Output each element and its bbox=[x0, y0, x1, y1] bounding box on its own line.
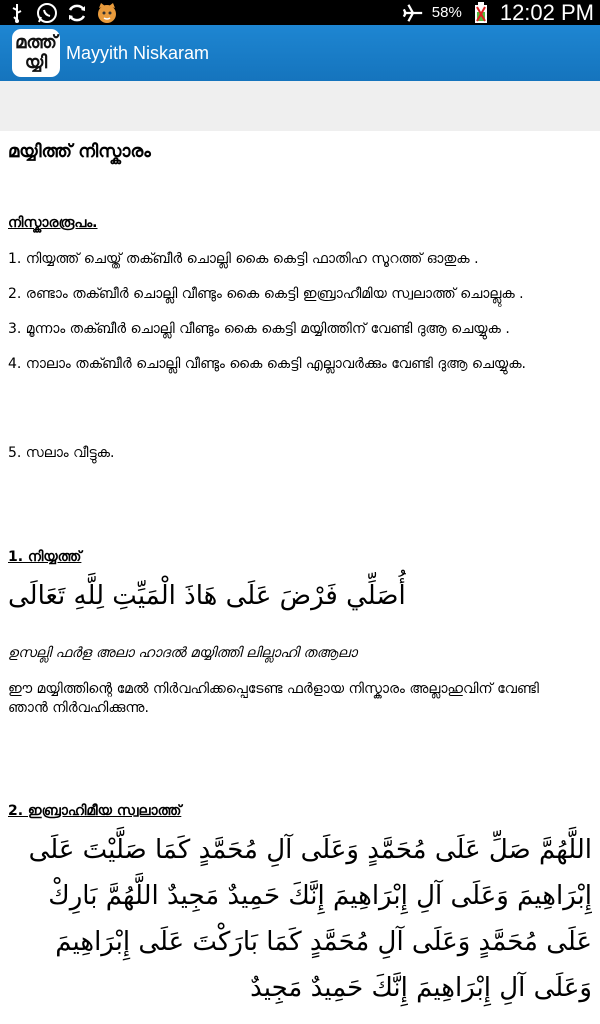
niyyath-meaning: ഈ മയ്യിത്തിന്റെ മേൽ നിർവഹിക്കപ്പെടേണ്ട ഫർളായ നിസ്കാരം അല്ലാഹുവിന് വേണ്ടി ഞാൻ നിർവഹിക്കുന്നു. bbox=[8, 681, 539, 716]
battery-percent: 58% bbox=[431, 4, 462, 21]
ad-banner-area bbox=[0, 81, 600, 131]
sync-icon bbox=[66, 2, 88, 24]
step-item: 1. നിയ്യത്ത് ചെയ്ത് തക്ബീർ ചൊല്ലി കൈ കെട്ടി ഫാതിഹ സൂറത്ത് ഓതുക . bbox=[8, 251, 479, 267]
app-logo[interactable] bbox=[12, 29, 60, 77]
swalath-arabic-line: إِبْرَاهِيمَ وَعَلَى آلِ إِبْرَاهِيمَ إِنَّكَ حَمِيدٌ مَجِيدٌ اللَّهُمَّ بَارِكْ bbox=[48, 881, 592, 911]
whatsapp-icon bbox=[36, 2, 58, 24]
battery-icon bbox=[470, 2, 492, 24]
app-title: Mayyith Niskaram bbox=[66, 42, 210, 63]
app-logo-line2: യ്യി bbox=[24, 52, 48, 73]
step-item: 2. രണ്ടാം തക്ബീർ ചൊല്ലി വീണ്ടും കൈ കെട്ടി ഇബ്രാഹീമിയ സ്വലാത്ത് ചൊല്ലുക . bbox=[8, 286, 524, 302]
page-title: മയ്യിത്ത് നിസ്കാരം bbox=[8, 141, 151, 162]
section-heading-niyyath: 1. നിയ്യത്ത് bbox=[8, 549, 82, 565]
action-bar bbox=[0, 25, 600, 81]
step-item: 5. സലാം വീട്ടുക. bbox=[8, 445, 115, 461]
cat-app-icon bbox=[96, 2, 118, 24]
status-bar bbox=[0, 0, 600, 25]
app-logo-line1: മത്ത് bbox=[15, 32, 57, 53]
swalath-arabic-line: وَعَلَى آلِ إِبْرَاهِيمَ إِنَّكَ حَمِيدٌ مَجِيدٌ bbox=[250, 973, 592, 1003]
airplane-icon bbox=[402, 2, 424, 24]
usb-icon bbox=[6, 2, 28, 24]
step-item: 4. നാലാം തക്ബീർ ചൊല്ലി വീണ്ടും കൈ കെട്ടി എല്ലാവർക്കും വേണ്ടി ദുആ ചെയ്യുക. bbox=[8, 356, 526, 372]
swalath-arabic-line: عَلَى مُحَمَّدٍ وَعَلَى آلِ مُحَمَّدٍ كَمَا بَارَكْتَ عَلَى إِبْرَاهِيمَ bbox=[55, 927, 592, 957]
clock: 12:02 PM bbox=[499, 0, 594, 25]
content-scroll-area[interactable] bbox=[8, 131, 592, 1024]
swalath-arabic-line: اللَّهُمَّ صَلِّ عَلَى مُحَمَّدٍ وَعَلَى آلِ مُحَمَّدٍ كَمَا صَلَّيْتَ عَلَى bbox=[28, 835, 592, 865]
section-heading-form: നിസ്കാരരൂപം. bbox=[8, 215, 98, 231]
niyyath-arabic: أُصَلِّي فَرْضَ عَلَى هَاذَ الْمَيِّتِ لِلَّهِ تَعَالَى bbox=[8, 581, 406, 611]
section-heading-swalath: 2. ഇബ്രാഹിമീയ സ്വലാത്ത് bbox=[8, 803, 182, 819]
niyyath-transliteration: ഉസല്ലി ഫർള അലാ ഹാദൽ മയ്യിത്തി ലില്ലാഹി തആലാ bbox=[8, 645, 357, 661]
step-item: 3. മൂന്നാം തക്ബീർ ചൊല്ലി വീണ്ടും കൈ കെട്ടി മയ്യിത്തിന് വേണ്ടി ദുആ ചെയ്യുക . bbox=[8, 321, 510, 337]
